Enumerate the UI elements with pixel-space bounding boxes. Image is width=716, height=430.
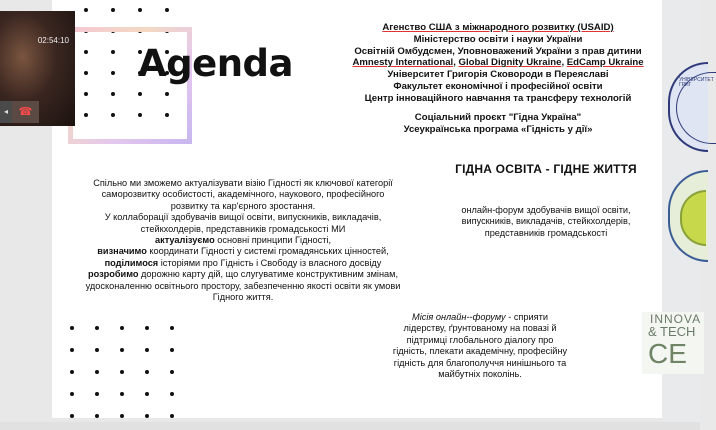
dot-grid-bottom: [70, 326, 174, 418]
dot: [120, 326, 124, 330]
dot: [170, 326, 174, 330]
video-tile[interactable]: [0, 11, 75, 126]
horizontal-scrollbar[interactable]: [0, 422, 700, 430]
social-line: Усеукраїнська програма «Гідність у дії»: [403, 123, 593, 135]
dot: [170, 414, 174, 418]
dot: [145, 348, 149, 352]
dot: [165, 8, 169, 12]
mic-icon[interactable]: ◂: [0, 101, 12, 123]
forum-title: ГІДНА ОСВІТА - ГІДНЕ ЖИТТЯ: [455, 162, 637, 176]
dot: [95, 326, 99, 330]
forum-description: онлайн-форум здобувачів вищої освіти, випускників, викладачів, стейкхолдерів, представників громадськості: [461, 205, 631, 238]
organizations-list: [328, 22, 668, 105]
org-line: Освітній Омбудсмен, Уповноважений України з прав дитини: [354, 45, 642, 57]
dot: [84, 8, 88, 12]
dot: [70, 370, 74, 374]
org-line: Центр інноваційного навчання та трансферу технологій: [364, 92, 632, 104]
lead-line: актуалізуємо основні принципи Гідності,: [154, 235, 332, 246]
logo-line: & TECH: [648, 324, 696, 339]
org-line: Агенство США з міжнародного розвитку (USAID): [382, 22, 614, 33]
hangup-icon[interactable]: ☎: [12, 101, 39, 123]
dot: [95, 370, 99, 374]
dot: [95, 414, 99, 418]
lead-line: визначимо координати Гідності у системі громадянських цінностей,: [97, 246, 389, 257]
dot: [70, 326, 74, 330]
dot: [70, 392, 74, 396]
dot: [170, 370, 174, 374]
mission-text: - сприяти лідерству, ґрунтованому на повазі й підтримці глобального діалогу про гідність, плекати академічну, професійну гідність для благополуччя нинішнього та майбутніх поколінь.: [392, 312, 568, 380]
lead-line: розробимо дорожню карту дій, що слугуватиме конструктивним змінам, удосконаленню освітнього простору, забезпеченню якості освіти як умови Гідного життя.: [85, 269, 401, 303]
dot: [145, 392, 149, 396]
dot: [170, 392, 174, 396]
org-line: Факультет економічної і професійної освіти: [393, 80, 603, 92]
lead-line: Спільно ми зможемо актуалізувати візію Гідності як ключової категорії саморозвитку особистості, академічного, наукового, професійного розвитку та кар'єрного зростання.: [93, 178, 393, 211]
mission-label: Місія онлайн--форуму: [412, 312, 506, 322]
dot: [70, 414, 74, 418]
innovation-center-logo: [642, 312, 704, 374]
dot: [120, 392, 124, 396]
dot: [170, 348, 174, 352]
slide-title: Agenda: [138, 42, 294, 85]
dot: [145, 370, 149, 374]
lead-paragraph: [84, 178, 402, 303]
dot: [145, 414, 149, 418]
logo-line: INNOVA: [650, 312, 702, 326]
org-line: Університет Григорія Сковороди в Переяславі: [387, 69, 609, 81]
dot: [120, 370, 124, 374]
lead-line: поділимося історіями про Гідність і Свободу із власного досвіду: [104, 257, 382, 268]
logo-text: УНІВЕРСИТЕТ ГРИГ: [679, 77, 714, 88]
call-timer: 02:54:10: [37, 36, 69, 45]
dot: [120, 348, 124, 352]
dot: [70, 348, 74, 352]
dot: [111, 8, 115, 12]
dot: [145, 326, 149, 330]
leaf-icon: [680, 190, 706, 246]
lead-line: У коллаборації здобувачів вищої освіти, випускників, викладачів, стейкхолдерів, представників громадськості МИ: [104, 212, 382, 234]
mission-statement: [392, 312, 568, 380]
logo-line: CE: [648, 338, 687, 369]
social-project: [328, 112, 668, 136]
dot: [95, 348, 99, 352]
dot: [138, 8, 142, 12]
dot: [95, 392, 99, 396]
social-line: Соціальний проєкт "Гідна Україна": [414, 112, 582, 123]
org-line: Amnesty International, Global Dignity Ukraine, EdCamp Ukraine: [352, 57, 644, 69]
dot: [120, 414, 124, 418]
org-line: Міністерство освіти і науки України: [413, 33, 583, 45]
